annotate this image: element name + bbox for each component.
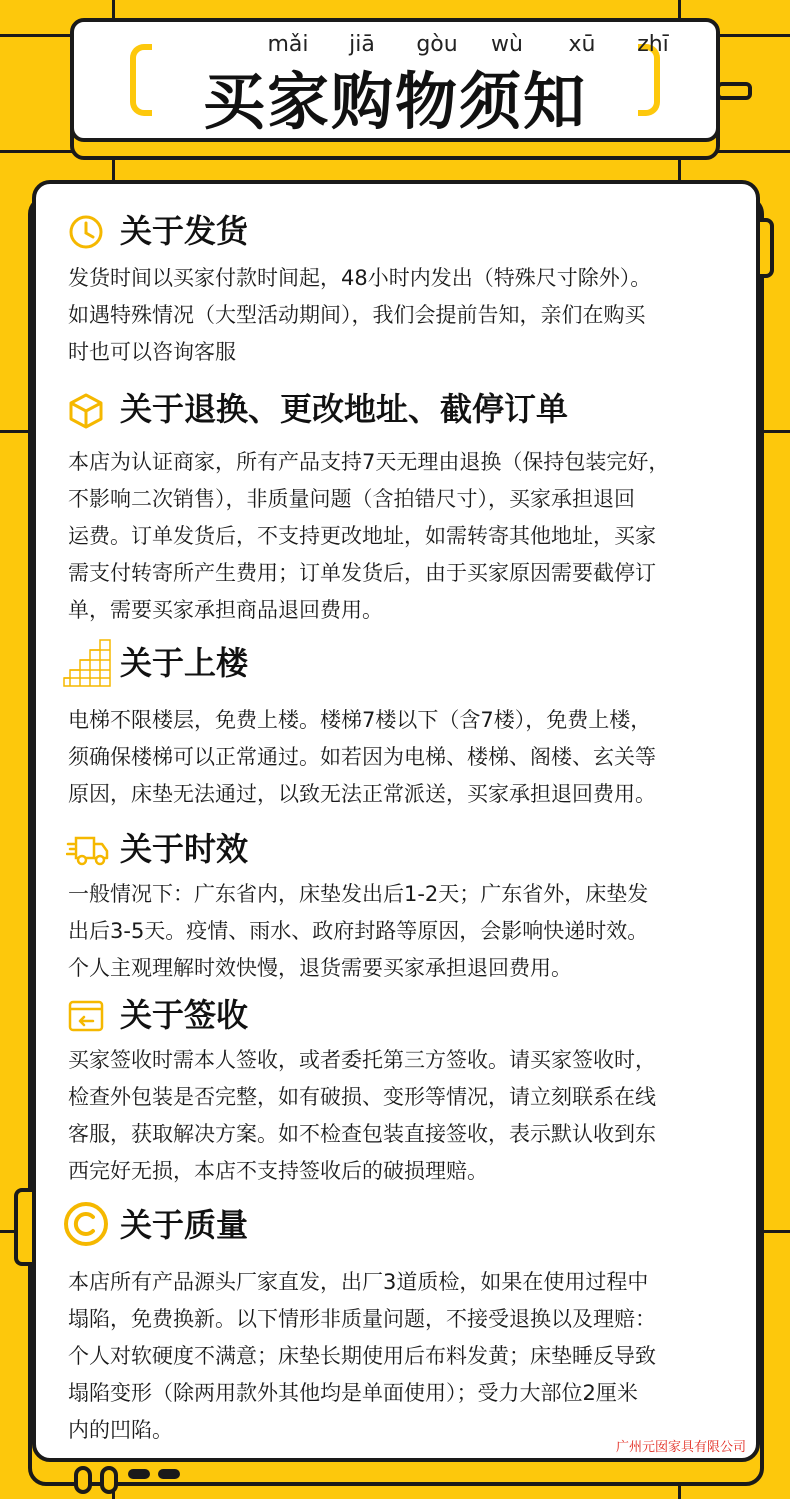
text-line: 塌陷，免费换新。以下情形非质量问题，不接受退换以及理赔： bbox=[68, 1307, 656, 1331]
section-header bbox=[32, 384, 760, 434]
section-header bbox=[32, 824, 760, 874]
section-title: 关于签收 bbox=[120, 996, 249, 1034]
section-text bbox=[68, 444, 748, 629]
page-title: 买家购物须知 bbox=[202, 65, 587, 138]
text-line: 须确保楼梯可以正常通过。如若因为电梯、楼梯、阁楼、玄关等 bbox=[68, 745, 656, 769]
header-knob bbox=[716, 82, 752, 100]
text-line: 买家签收时需本人签收，或者委托第三方签收。请买家签收时， bbox=[68, 1048, 656, 1072]
section-title: 关于时效 bbox=[120, 830, 249, 868]
text-line: 时也可以咨询客服 bbox=[68, 340, 236, 364]
text-line: 塌陷变形（除两用款外其他均是单面使用）；受力大部位2厘米 bbox=[68, 1381, 638, 1405]
stairs-icon bbox=[62, 638, 112, 688]
truck-icon bbox=[66, 830, 110, 870]
text-line: 需支付转寄所产生费用；订单发货后，由于买家原因需要截停订 bbox=[68, 561, 656, 585]
text-line: 单，需要买家承担商品退回费用。 bbox=[68, 598, 383, 622]
decor-dot bbox=[158, 1469, 180, 1479]
text-line: 检查外包装是否完整，如有破损、变形等情况，请立刻联系在线 bbox=[68, 1085, 656, 1109]
header-card bbox=[70, 18, 720, 142]
text-line: 本店所有产品源头厂家直发，出厂3道质检，如果在使用过程中 bbox=[68, 1270, 649, 1294]
section-header bbox=[32, 206, 760, 256]
section-text bbox=[68, 260, 748, 371]
pinyin: wù bbox=[491, 32, 523, 57]
text-line: 电梯不限楼层，免费上楼。楼梯7楼以下（含7楼），免费上楼， bbox=[68, 708, 652, 732]
text-line: 发货时间以买家付款时间起，48小时内发出（特殊尺寸除外）。 bbox=[68, 266, 652, 290]
text-line: 个人对软硬度不满意；床垫长期使用后布料发黄；床垫睡反导致 bbox=[68, 1344, 656, 1368]
text-line: 出后3-5天。疫情、雨水、政府封路等原因，会影响快递时效。 bbox=[68, 919, 649, 943]
pinyin: mǎi bbox=[267, 32, 309, 57]
section-title: 关于上楼 bbox=[120, 644, 249, 682]
card-tab-left bbox=[14, 1188, 32, 1266]
pinyin: jiā bbox=[349, 32, 375, 57]
binder-ring bbox=[100, 1466, 118, 1494]
copyright-icon bbox=[62, 1200, 110, 1248]
box-icon bbox=[66, 390, 106, 430]
section-text bbox=[68, 876, 748, 987]
text-line: 内的凹陷。 bbox=[68, 1418, 173, 1442]
section-header bbox=[32, 638, 760, 688]
pinyin: xū bbox=[568, 32, 596, 57]
company-name: 广州元囡家具有限公司 bbox=[615, 1440, 746, 1455]
binder-ring bbox=[74, 1466, 92, 1494]
section-header bbox=[32, 990, 760, 1040]
pinyin: zhī bbox=[637, 32, 669, 57]
text-line: 西完好无损，本店不支持签收后的破损理赔。 bbox=[68, 1159, 488, 1183]
section-header bbox=[32, 1200, 760, 1250]
section-text bbox=[68, 1264, 748, 1449]
text-line: 一般情况下：广东省内，床垫发出后1-2天；广东省外，床垫发 bbox=[68, 882, 649, 906]
section-title: 关于质量 bbox=[120, 1206, 249, 1244]
text-line: 不影响二次销售），非质量问题（含拍错尺寸），买家承担退回 bbox=[68, 487, 635, 511]
text-line: 客服，获取解决方案。如不检查包装直接签收，表示默认收到东 bbox=[68, 1122, 656, 1146]
pinyin: gòu bbox=[416, 32, 458, 57]
text-line: 运费。订单发货后，不支持更改地址，如需转寄其他地址，买家 bbox=[68, 524, 656, 548]
receipt-icon bbox=[66, 996, 106, 1036]
section-title: 关于退换、更改地址、截停订单 bbox=[120, 390, 569, 428]
decor-dot bbox=[128, 1469, 150, 1479]
section-text bbox=[68, 1042, 748, 1190]
clock-icon bbox=[66, 212, 106, 252]
text-line: 本店为认证商家，所有产品支持7天无理由退换（保持包装完好， bbox=[68, 450, 670, 474]
text-line: 个人主观理解时效快慢，退货需要买家承担退回费用。 bbox=[68, 956, 572, 980]
text-line: 如遇特殊情况（大型活动期间），我们会提前告知，亲们在购买 bbox=[68, 303, 646, 327]
section-title: 关于发货 bbox=[120, 212, 249, 250]
pinyin-row bbox=[194, 32, 716, 62]
text-line: 原因，床垫无法通过，以致无法正常派送，买家承担退回费用。 bbox=[68, 782, 656, 806]
section-text bbox=[68, 702, 748, 813]
